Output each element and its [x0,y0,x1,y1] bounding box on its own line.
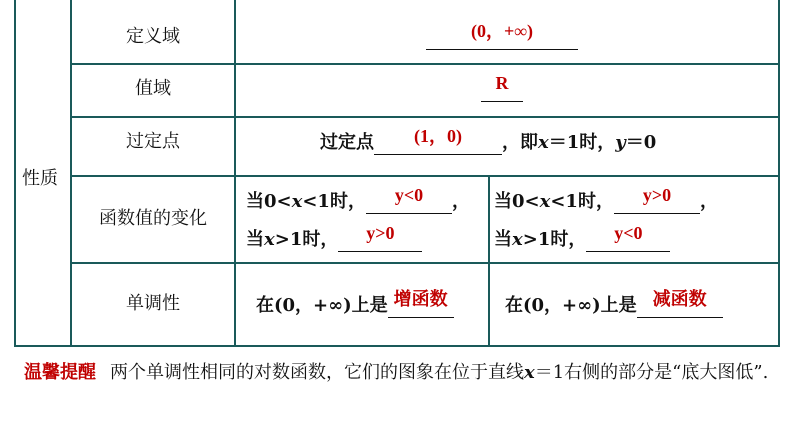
variation-right-blank2 [586,223,670,252]
label-monotonicity: 单调性 [126,293,180,314]
variation-left-answer2: y>0 [366,223,395,243]
table-border-left [14,0,16,347]
monotonicity-right [505,289,723,318]
variation-left-blank1 [366,185,452,214]
variation-left-line1-end: ， [451,191,470,212]
label-domain: 定义域 [126,26,180,47]
monotonicity-right-pre: 在(0，+∞)上是 [505,295,637,316]
variation-left-line1-pre: 当0< [246,191,292,212]
variation-left-line1-var: x [291,191,303,212]
table-row-line-3 [70,175,780,177]
warm-reminder-text-pre: 两个单调性相同的对数函数，它们的图象在位于直线 [110,362,524,383]
warm-reminder [24,356,784,390]
table-border-right [778,0,780,347]
variation-left-line2 [246,223,422,252]
warm-reminder-label: 温馨提醒 [24,362,96,383]
variation-right-line2-post: >1时， [522,229,587,250]
domain-blank [426,21,578,50]
fixed-point-y: y [615,132,626,153]
fixed-point-answer: (1，0) [414,126,462,146]
range-answer: R [495,73,509,93]
variation-right-answer1: y>0 [642,185,672,205]
variation-right-answer2: y<0 [614,223,643,243]
monotonicity-left [256,289,454,318]
fixed-point-suffix-mid: ＝1时， [548,132,616,153]
warm-reminder-x: x [524,362,535,383]
fixed-point-x: x [538,132,549,153]
warm-reminder-text-post: ＝1右侧的部分是“底大图低”. [534,362,769,383]
domain-answer: (0，+∞) [470,21,534,41]
variation-left-line2-var: x [264,229,275,250]
monotonicity-right-blank [637,289,723,318]
variation-right-line2-var: x [512,229,523,250]
range-blank [481,73,523,102]
variation-right-line1 [494,185,718,214]
variation-right-line1-post: <1时， [550,191,614,212]
variation-right-line1-var: x [539,191,551,212]
variation-left-blank2 [338,223,422,252]
range-answer-line [481,73,523,102]
variation-right-line2 [494,223,670,252]
table-row-line-4 [70,262,780,264]
fixed-point-blank [374,126,502,155]
variation-right-blank1 [614,185,700,214]
label-variation: 函数值的变化 [99,208,207,229]
monotonicity-left-blank [388,289,454,318]
fixed-point-suffix-pre: ，即 [502,132,538,153]
fixed-point-sentence [320,126,657,155]
table-row-line-1 [70,63,780,65]
fixed-point-suffix-end: ＝0 [625,132,657,153]
variation-left-answer1: y<0 [394,185,424,205]
label-range: 值域 [135,78,171,99]
domain-answer-line [426,21,578,50]
variation-left-line1-post: <1时， [302,191,366,212]
monotonicity-left-answer: 增函数 [393,289,448,309]
variation-right-line1-pre: 当0< [494,191,540,212]
variation-left-line2-pre: 当 [246,229,264,250]
table-border-bottom [14,345,780,347]
monotonicity-right-answer: 减函数 [652,289,707,309]
variation-right-line1-end: ， [699,191,718,212]
variation-right-line2-pre: 当 [494,229,512,250]
label-fixed-point: 过定点 [126,131,180,152]
variation-left-line2-post: >1时， [274,229,339,250]
row-header-properties: 性质 [22,168,58,189]
fixed-point-prefix: 过定点 [320,132,374,153]
table-divider-label [234,0,236,347]
variation-left-line1 [246,185,470,214]
monotonicity-left-pre: 在(0，+∞)上是 [256,295,388,316]
table-row-line-2 [70,116,780,118]
